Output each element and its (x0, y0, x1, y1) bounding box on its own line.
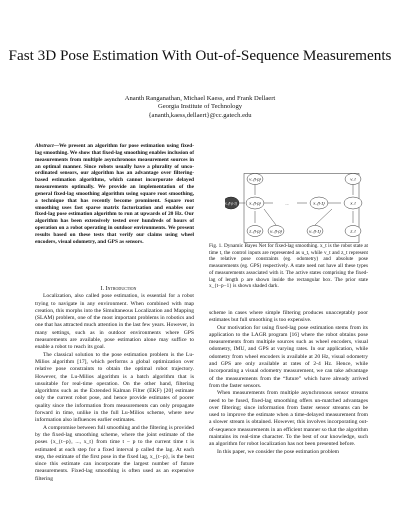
abstract-label: Abstract (35, 143, 54, 149)
bayes-net-figure (225, 173, 385, 243)
right-column (209, 310, 368, 456)
node-label: x_t (350, 200, 356, 206)
paragraph: scheme in cases where simple filtering produces unacceptably poor estimates but full smoothing is too expensive. (209, 310, 368, 324)
author-names: Ananth Ranganathan, Michael Kaess, and Frank Dellaert (124, 95, 276, 102)
node-label: z_t (350, 228, 356, 234)
node-label: u_{t-1} (309, 228, 321, 234)
email: {ananth,kaess,dellaert}@cc.gatech.edu (148, 111, 252, 119)
paragraph: Localization, also called pose estimation, is essential for a robot trying to navigate in any environment. When combined with map creation, this morphs into the Simultaneous Localization and Mapping (SLAM) problem, one of the most important problems in robotics and one that has attracted much attention in the last few years. However, in many settings, such as in outdoor environments where GPS measurements are available, pose estimation alone may suffice to enable a robot to reach its goal. (35, 293, 194, 351)
node-label: v_{t-p} (249, 176, 261, 182)
section-heading: I. Introduction (100, 286, 137, 292)
left-column (35, 286, 194, 483)
paper-title: Fast 3D Pose Estimation With Out-of-Sequence Measurements (8, 47, 392, 64)
node-label: x_{t-p} (249, 200, 261, 206)
figure-caption: Fig. 1. Dynamic Bayes Net for fixed-lag smoothing. x_t is the robot state at time t, the control inputs are represented as u_t, while v_t and z_t represent the relative pose constraints (eg. odometry) and absolute pose measurements (eg. GPS) respectively. A state need not have all these types of measurements associated with it. The active states comprising the fixed-lag of length p are shown inside the rectangular box. The prior state x_{t−p−1} is shown shaded dark. (209, 243, 368, 290)
affiliation: Georgia Institute of Technology (157, 103, 243, 111)
paragraph: The classical solution to the pose estimation problem is the Lu-Milios algorithm [17], which performs a global optimization over relative pose constraints to obtain the optimal robot trajectory. However, the Lu-Milios algorithm is a batch algorithm that is unsuitable for real-time operation. On the other hand, filtering algorithms such as the Extended Kalman Filter (EKF) [20] estimate only the current robot pose, and hence provide estimates of poorer quality since the information from measurements can only propagate forward in time, unlike in the full Lu-Milios scheme, where new information also influences earlier estimates. (35, 351, 194, 424)
node-label: x_{t-1} (313, 200, 325, 206)
paragraph: Our motivation for using fixed-lag pose estimation stems from its application to the LAGR program [16] where the robot obtains pose measurements from multiple sources such as wheel encoders, visual odometry, IMU, and GPS at varying rates. In our application, while odometry from wheel encoders is available at 20 Hz, visual odometry and GPS are only available at rates of 2-4 Hz. Hence, while incorporating a visual odometry measurement, we can take advantage of the measurements from the “future” which have already arrived from the faster sensors. (209, 324, 368, 389)
node-label: x_{t-p-1} (225, 201, 238, 206)
paragraph: When measurements from multiple asynchronous sensor streams need to be fused, fixed-lag smoothing offers un-matched advantages over filtering; since information from faster sensor streams can be used to improve the estimate when a time-delayed measurement from a slower stream is obtained. However, this involves incorporating out-of-sequence measurements in an efficient manner so that the algorithm maintains its real-time character. To the best of our knowledge, such an algorithm for robot localization has not been presented before. (209, 390, 368, 448)
author-block (0, 95, 400, 120)
node-label: z_{t-p} (249, 228, 261, 234)
abstract (35, 143, 194, 246)
ellipsis: ... (285, 200, 289, 206)
paragraph: In this paper, we consider the pose estimation problem (217, 448, 340, 455)
node-label: v_t (350, 176, 356, 182)
node-label: u_{t-p} (270, 228, 282, 234)
abstract-text: —We present an algorithm for pose estimation using fixed-lag smoothing. We show that fixed-lag smoothing enables inclusion of measurements from multiple asynchronous measurement sources in an optimal manner. Since robots usually have a plurality of unco-ordinated sensors, our algorithm has an advantage over filtering-based estimation algorithms, which cannot incorporate delayed measurements optimally. We provide an implementation of the general fixed-lag smoothing algorithm using square root smoothing, a technique that has recently become prominent. Square root smoothing uses fast sparse matrix factorization and enables our fixed-lag pose estimation algorithm to run at upwards of 20 Hz. Our algorithm has been extensively tested over hundreds of hours of operation on a robot operating in outdoor environments. We present results based on these tests that verify our claims using wheel encoders, visual odometry, and GPS as sensors. (35, 143, 194, 245)
paragraph: A compromise between full smoothing and the filtering is provided by the fixed-lag smoothing scheme, where the joint estimate of the poses {x_{t−p}, ..., x_t} from time t − p to the current time t is estimated at each step for a fixed interval p called the lag. At each step, the estimate of the first pose in the fixed lag, x_{t−p}, is the best since this estimate can incorporate the largest number of future measurements. Fixed-lag smoothing is often used as an expensive filtering (35, 424, 194, 482)
